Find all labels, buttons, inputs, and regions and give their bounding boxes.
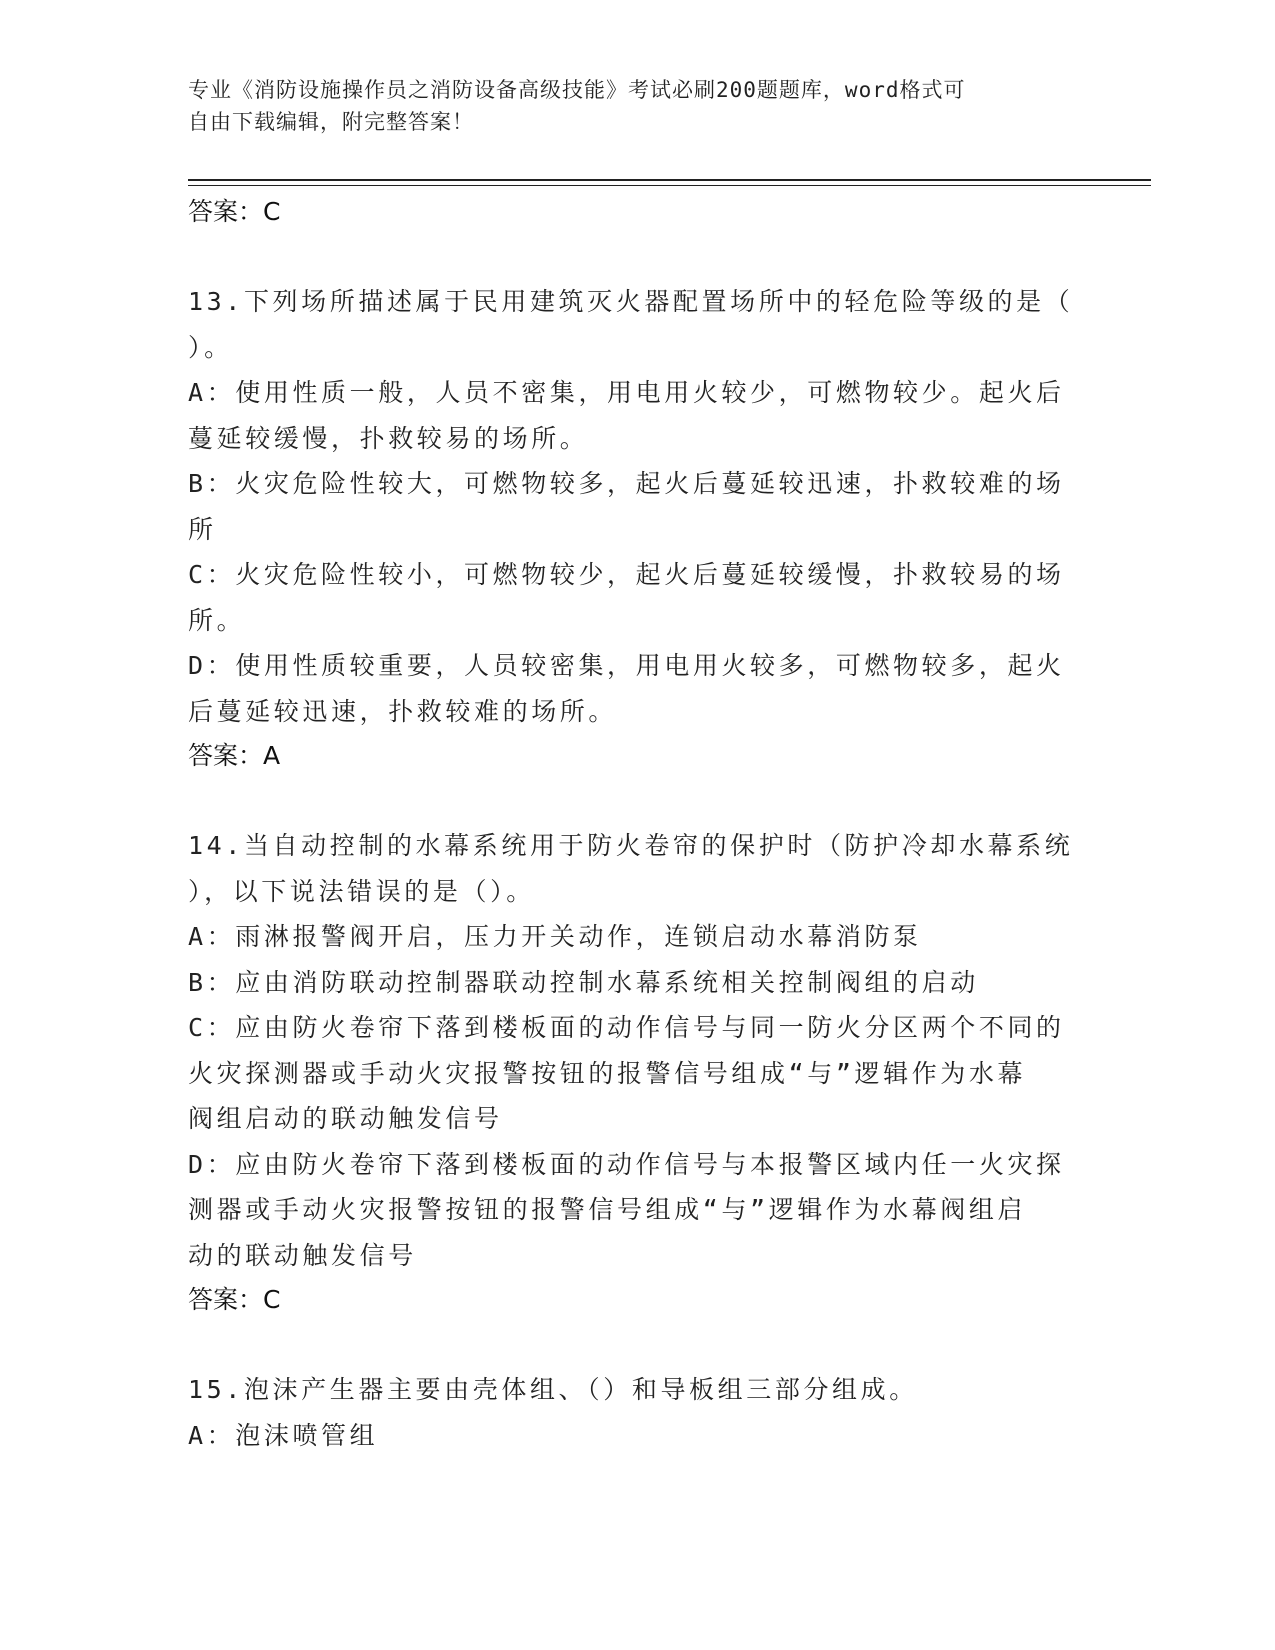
question-stem: ），以下说法错误的是（）。 <box>188 876 535 906</box>
question-14 <box>188 823 1078 1322</box>
option-d: 测器或手动火灾报警按钮的报警信号组成“与”逻辑作为水幕阀组启 <box>188 1195 1027 1224</box>
header-line-2: 自由下载编辑，附完整答案！ <box>188 110 474 134</box>
option-a: A：泡沫喷管组 <box>188 1420 379 1450</box>
header-line-1: 专业《消防设施操作员之消防设备高级技能》考试必刷200题题库，word格式可 <box>188 78 966 102</box>
option-c: C：应由防火卷帘下落到楼板面的动作信号与同一防火分区两个不同的 <box>188 1013 1065 1042</box>
header-divider-thin <box>188 185 1151 186</box>
page-header <box>188 74 1068 138</box>
answer-line: 答案：C <box>188 1285 281 1314</box>
option-b: 所 <box>188 514 217 544</box>
question-stem: 14.当自动控制的水幕系统用于防火卷帘的保护时（防护冷却水幕系统 <box>188 831 1074 860</box>
question-13 <box>188 279 1078 778</box>
answer-line: 答案：A <box>188 741 281 770</box>
question-15 <box>188 1367 1078 1458</box>
question-stem: 13.下列场所描述属于民用建筑灭火器配置场所中的轻危险等级的是（ <box>188 287 1074 316</box>
option-d: 后蔓延较迅速，扑救较难的场所。 <box>188 696 618 726</box>
document-body <box>188 190 1078 1458</box>
option-c: 所。 <box>188 605 246 635</box>
question-stem: ）。 <box>188 332 233 362</box>
option-a: 蔓延较缓慢，扑救较易的场所。 <box>188 423 589 453</box>
header-divider-thick <box>188 179 1151 181</box>
option-d: 动的联动触发信号 <box>188 1240 417 1270</box>
option-d: D：使用性质较重要，人员较密集，用电用火较多，可燃物较多，起火 <box>188 651 1065 680</box>
option-b: B：应由消防联动控制器联动控制水幕系统相关控制阀组的启动 <box>188 967 979 997</box>
option-c: 火灾探测器或手动火灾报警按钮的报警信号组成“与”逻辑作为水幕 <box>188 1058 1027 1088</box>
question-stem: 15.泡沫产生器主要由壳体组、（）和导板组三部分组成。 <box>188 1375 918 1404</box>
option-b: B：火灾危险性较大，可燃物较多，起火后蔓延较迅速，扑救较难的场 <box>188 469 1065 498</box>
option-a: A：雨淋报警阀开启，压力开关动作，连锁启动水幕消防泵 <box>188 922 922 951</box>
option-c: 阀组启动的联动触发信号 <box>188 1104 503 1133</box>
option-d: D：应由防火卷帘下落到楼板面的动作信号与本报警区域内任一火灾探 <box>188 1149 1065 1179</box>
option-c: C：火灾危险性较小，可燃物较少，起火后蔓延较缓慢，扑救较易的场 <box>188 560 1065 589</box>
answer-line: 答案：C <box>188 197 281 226</box>
option-a: A：使用性质一般，人员不密集，用电用火较少，可燃物较少。起火后 <box>188 378 1065 407</box>
